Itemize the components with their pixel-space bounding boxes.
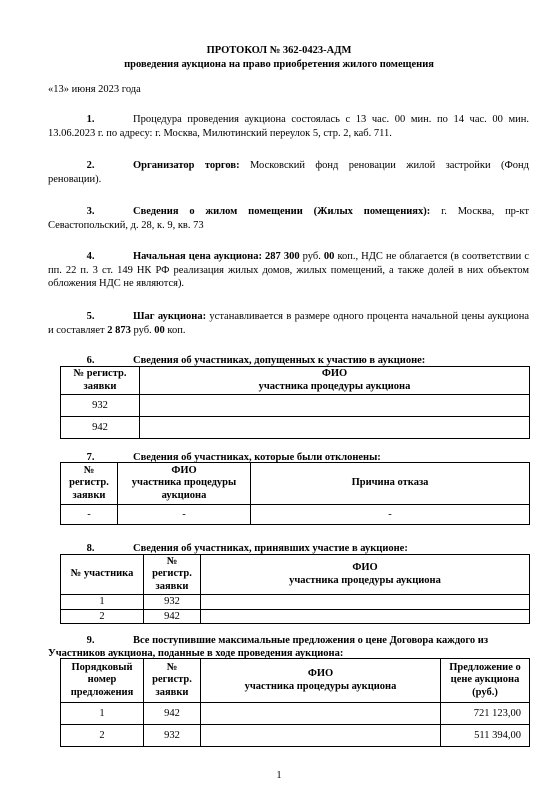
item-text: устанавливается в размере одного процента начальной цены аукциона и составляет bbox=[48, 311, 529, 336]
fio-cell bbox=[201, 609, 530, 624]
item-label: Организатор торгов: bbox=[133, 160, 240, 171]
col-order-header: Порядковый номер предложения bbox=[61, 659, 144, 703]
section-9-title bbox=[48, 634, 529, 648]
item-1 bbox=[48, 113, 529, 140]
col-participant-header: № участника bbox=[61, 555, 144, 595]
fio-sublabel: участника процедуры аукциона bbox=[289, 574, 441, 586]
section-title: Сведения об участниках, которые были отклонены: bbox=[133, 452, 381, 463]
fio-cell bbox=[201, 703, 441, 725]
item-label: Сведения о жилом помещении (Жилых помещениях): bbox=[133, 206, 431, 217]
participant-cell: 1 bbox=[61, 595, 144, 610]
table-row bbox=[61, 609, 530, 624]
table-row bbox=[61, 725, 530, 747]
item-number: 2. bbox=[86, 160, 95, 171]
item-number: 3. bbox=[86, 206, 95, 217]
section-number: 6. bbox=[86, 355, 95, 366]
col-fio-header bbox=[201, 659, 441, 703]
col-fio-header bbox=[118, 463, 251, 505]
item-5 bbox=[48, 310, 529, 337]
col-fio-header bbox=[201, 555, 530, 595]
table-row bbox=[61, 703, 530, 725]
section-9-title-cont: Участников аукциона, поданные в ходе проведения аукциона: bbox=[48, 648, 344, 659]
step-kop: 00 bbox=[154, 324, 165, 336]
participant-cell: 2 bbox=[61, 609, 144, 624]
order-cell: 2 bbox=[61, 725, 144, 747]
fio-cell bbox=[140, 417, 530, 439]
participants-table bbox=[60, 554, 530, 624]
col-reg-header: № регистр. заявки bbox=[144, 659, 201, 703]
offers-table bbox=[60, 658, 530, 747]
col-reg-header: № регистр. заявки bbox=[61, 367, 140, 395]
document-subtitle: проведения аукциона на право приобретения жилого помещения bbox=[124, 59, 434, 70]
item-number: 5. bbox=[86, 311, 95, 322]
section-title: Сведения об участниках, принявших участие в аукционе: bbox=[133, 543, 408, 554]
item-4 bbox=[48, 250, 529, 291]
offer-cell: 721 123,00 bbox=[441, 703, 530, 725]
order-cell: 1 bbox=[61, 703, 144, 725]
item-label: Шаг аукциона: bbox=[133, 311, 207, 322]
start-price-kop: 00 bbox=[323, 251, 335, 262]
item-label: Начальная цена аукциона: bbox=[133, 251, 262, 262]
item-text: Московский фонд реновации жилой застройки (Фонд реновации). bbox=[48, 160, 530, 185]
currency-rub: руб. bbox=[299, 251, 324, 262]
protocol-date: «13» июня 2023 года bbox=[48, 84, 141, 95]
section-number: 7. bbox=[86, 452, 95, 463]
fio-label: ФИО bbox=[171, 465, 197, 477]
table-row bbox=[61, 505, 530, 525]
item-number: 1. bbox=[86, 114, 95, 125]
reg-cell: 942 bbox=[61, 417, 140, 439]
fio-label: ФИО bbox=[352, 562, 378, 574]
reg-cell: 932 bbox=[61, 395, 140, 417]
step-rub: 2 873 bbox=[107, 324, 131, 336]
rejected-participants-table bbox=[60, 462, 530, 525]
fio-sublabel: участника процедуры аукциона bbox=[244, 680, 397, 692]
fio-cell: - bbox=[118, 505, 251, 525]
fio-cell bbox=[140, 395, 530, 417]
item-number: 4. bbox=[86, 251, 95, 262]
reg-cell: 942 bbox=[144, 609, 201, 624]
item-text: коп. bbox=[164, 324, 186, 336]
fio-label: ФИО bbox=[321, 368, 348, 380]
table-row bbox=[61, 395, 530, 417]
reg-cell: 942 bbox=[144, 703, 201, 725]
col-offer-header: Предложение о цене аукциона (руб.) bbox=[441, 659, 530, 703]
col-fio-header bbox=[140, 367, 530, 395]
section-title: Сведения об участниках, допущенных к участию в аукционе: bbox=[133, 355, 426, 366]
document-title: ПРОТОКОЛ № 362-0423-АДМ bbox=[206, 45, 352, 56]
fio-sublabel: участника процедуры аукциона bbox=[131, 477, 237, 501]
table-row bbox=[61, 417, 530, 439]
fio-label: ФИО bbox=[307, 668, 334, 680]
fio-cell bbox=[201, 725, 441, 747]
admitted-participants-table bbox=[60, 366, 530, 439]
item-text: Процедура проведения аукциона состоялась с 13 час. 00 мин. по 14 час. 00 мин. 13.06.2023 г. по адресу: г. Москва, Милютинский переулок 5, стр. 2, каб. 711. bbox=[48, 114, 529, 139]
table-row bbox=[61, 595, 530, 610]
start-price-rub: 287 300 bbox=[261, 251, 300, 262]
col-reg-header: № регистр. заявки bbox=[61, 463, 118, 505]
fio-sublabel: участника процедуры аукциона bbox=[258, 380, 411, 392]
reg-cell: - bbox=[61, 505, 118, 525]
offer-cell: 511 394,00 bbox=[441, 725, 530, 747]
col-reg-header: № регистр. заявки bbox=[144, 555, 201, 595]
item-3 bbox=[48, 205, 529, 232]
item-2 bbox=[48, 159, 529, 186]
reason-cell: - bbox=[251, 505, 530, 525]
col-reason-header: Причина отказа bbox=[251, 463, 530, 505]
item-text: коп., НДС не облагается (в соответствии с пп. 22 п. 3 ст. 149 НК РФ реализация жилых домов, жилых помещений, а также долей в них объектом обложения НДС не являются). bbox=[48, 251, 529, 290]
section-number: 8. bbox=[86, 543, 95, 554]
reg-cell: 932 bbox=[144, 725, 201, 747]
section-title-line1: Все поступившие максимальные предложения о цене Договора каждого из bbox=[133, 635, 489, 646]
fio-cell bbox=[201, 595, 530, 610]
item-text: г. Москва, пр-кт Севастопольский, д. 28, к. 9, кв. 73 bbox=[48, 206, 529, 231]
page-number: 1 bbox=[276, 770, 282, 781]
currency-rub: руб. bbox=[130, 324, 155, 336]
section-number: 9. bbox=[86, 635, 95, 646]
reg-cell: 932 bbox=[144, 595, 201, 610]
